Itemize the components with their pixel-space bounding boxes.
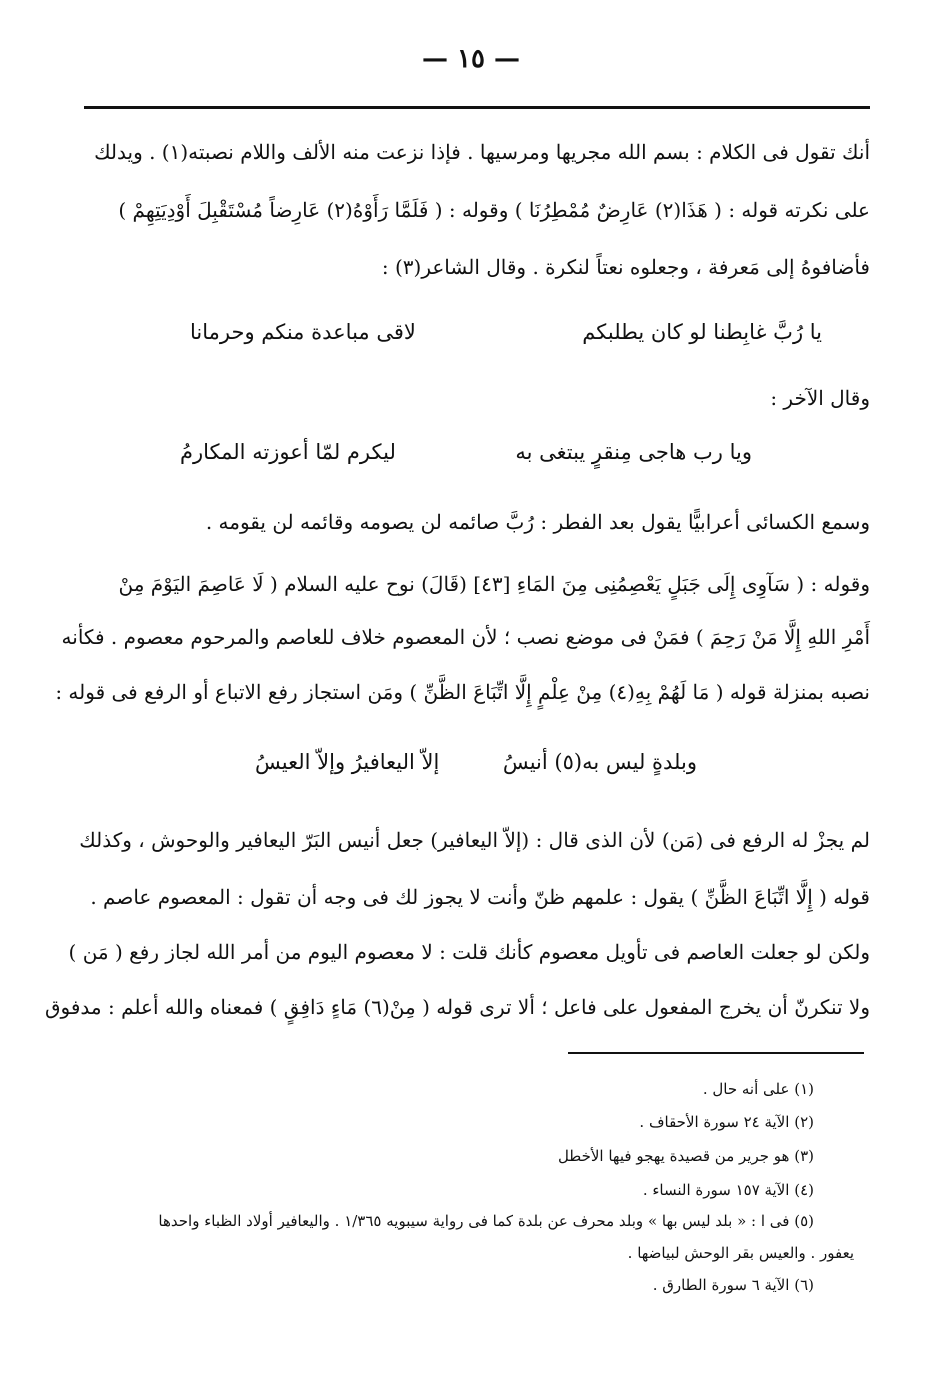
verse-3-second-hemistich: إلاّ اليعافيرُ وإلاّ العيسُ [255,750,440,774]
footnote-continuation: يعفور . والعيس بقر الوحش لبياضها . [627,1244,854,1262]
verse-3-first-hemistich: وبلدةٍ ليس به(٥) أنيسُ [502,750,697,774]
text-line: على نكرته قوله : ( هَذَا(٢) عَارِضٌ مُمْطِرُنَا ) وقوله : ( فَلَمَّا رَأَوْهُ(٢) عَارِضاً مُسْتَقْبِلَ أَوْدِيَتِهِمْ ) [118,198,870,222]
text-line: أنك تقول فى الكلام : بسم الله مجريها ومرسيها . فإذا نزعت منه الألف واللام نصبته(١) . ويدلك [94,140,870,164]
text-line: أَمْرِ اللهِ إِلَّا مَنْ رَحِمَ ) فمَنْ فى موضع نصب ؛ لأن المعصوم خلاف للعاصم والمرحوم معصوم . فكأنه [61,625,870,649]
text-line: ولا تنكرنّ أن يخرج المفعول على فاعل ؛ ألا ترى قوله ( مِنْ(٦) مَاءٍ دَافِقٍ ) فمعناه والله أعلم : مدفوق [45,995,870,1019]
verse-2-first-hemistich: ويا رب هاجى مِنقرٍ يبتغى به [515,440,752,464]
verse-2-second-hemistich: ليكرم لمّا أعوزته المكارمُ [180,440,396,464]
text-line: قوله ( إِلَّا اتِّبَاعَ الظَّنِّ ) يقول : علمهم ظنّ وأنت لا يجوز لك فى وجه أن تقول : المعصوم عاصم . [90,885,870,909]
text-line: وقال الآخر : [770,386,870,410]
footnote: (٤) الآية ١٥٧ سورة النساء . [642,1181,814,1199]
footnote: (٢) الآية ٢٤ سورة الأحقاف . [639,1113,814,1131]
verse-1-first-hemistich: يا رُبَّ غابِطنا لو كان يطلبكم [582,320,822,344]
verse-1-second-hemistich: لاقى مباعدة منكم وحرمانا [190,320,416,344]
footnote: (١) على أنه حال . [702,1080,814,1098]
text-line: نصبه بمنزلة قوله ( مَا لَهُمْ بِهِ(٤) مِنْ عِلْمٍ إِلَّا اتِّبَاعَ الظَّنِّ ) ومَن استجاز رفع الاتباع أو الرفع فى قوله : [55,680,870,704]
page-number: — ١٥ — [421,44,521,74]
text-line: لم يجزْ له الرفع فى (مَن) لأن الذى قال : (إلاّ اليعافير) جعل أنيس البَرّ اليعافير والوحوش ، وكذلك [79,828,870,852]
footnote-rule [568,1052,864,1054]
text-line: فأضافوهُ إلى مَعرفة ، وجعلوه نعتاً لنكرة . وقال الشاعر(٣) : [381,255,870,279]
text-line: وسمع الكسائى أعرابيًّا يقول بعد الفطر : رُبَّ صائمه لن يصومه وقائمه لن يقومه . [205,510,870,534]
header-rule [84,106,870,109]
text-line: وقوله : ( سَآوِى إِلَى جَبَلٍ يَعْصِمُنِى مِنَ المَاءِ [٤٣] (قَالَ) نوح عليه السلام ( لَا عَاصِمَ اليَوْمَ مِنْ [118,572,870,596]
text-line: ولكن لو جعلت العاصم فى تأويل معصوم كأنك قلت : لا معصوم اليوم من أمر الله لجاز رفع ( مَن ) [68,940,870,964]
footnote: (٣) هو جرير من قصيدة يهجو فيها الأخطل [557,1147,814,1165]
footnote: (٥) فى ا : « بلد ليس بها » وبلد محرف عن بلدة كما فى رواية سيبويه ١/٣٦٥ . واليعافير أولاد الظباء واحدها [158,1212,814,1230]
footnote: (٦) الآية ٦ سورة الطارق . [652,1276,814,1294]
